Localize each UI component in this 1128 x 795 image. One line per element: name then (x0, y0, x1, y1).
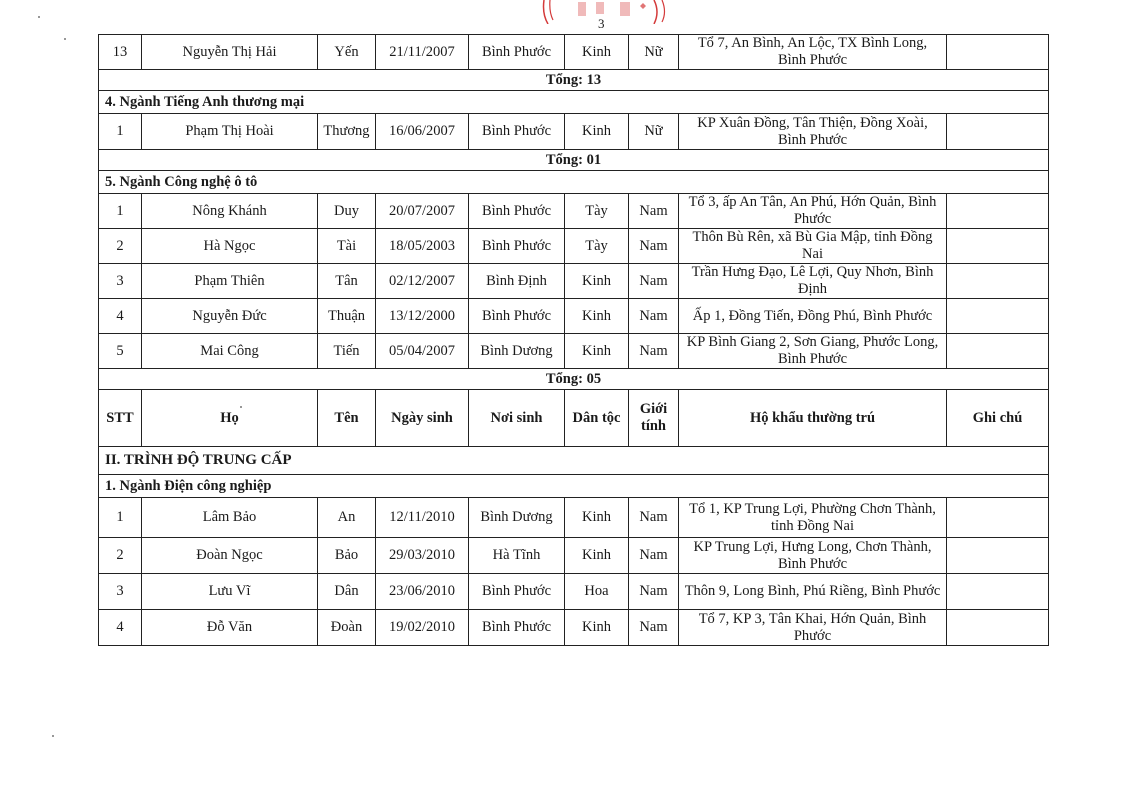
cell-noi-sinh: Bình Phước (469, 299, 565, 334)
cell-ten: Duy (318, 194, 376, 229)
header-dan-toc: Dân tộc (565, 390, 629, 447)
cell-ho-khau: Tổ 7, An Bình, An Lộc, TX Bình Long, Bình Phước (679, 35, 947, 70)
section-row (99, 475, 1049, 498)
cell-noi-sinh: Bình Phước (469, 229, 565, 264)
cell-gioi-tinh: Nam (629, 498, 679, 538)
cell-ho-khau: Thôn Bù Rên, xã Bù Gia Mập, tỉnh Đồng Nai (679, 229, 947, 264)
total-row (99, 70, 1049, 91)
section-title-electric: 1. Ngành Điện công nghiệp (99, 475, 1049, 498)
table-row (99, 264, 1049, 299)
cell-ngay-sinh: 23/06/2010 (376, 574, 469, 610)
cell-gioi-tinh: Nam (629, 610, 679, 646)
cell-dan-toc: Tày (565, 229, 629, 264)
cell-ngay-sinh: 18/05/2003 (376, 229, 469, 264)
table-row (99, 610, 1049, 646)
header-noi-sinh: Nơi sinh (469, 390, 565, 447)
level-row (99, 447, 1049, 475)
cell-gioi-tinh: Nam (629, 194, 679, 229)
cell-dan-toc: Kinh (565, 299, 629, 334)
cell-ten: Tài (318, 229, 376, 264)
cell-ho-khau: Tổ 3, ấp An Tân, An Phú, Hớn Quản, Bình Phước (679, 194, 947, 229)
cell-ghi-chu (947, 35, 1049, 70)
cell-ngay-sinh: 16/06/2007 (376, 114, 469, 150)
cell-ngay-sinh: 05/04/2007 (376, 334, 469, 369)
cell-ho: Nguyễn Thị Hải (142, 35, 318, 70)
cell-noi-sinh: Bình Phước (469, 35, 565, 70)
cell-stt: 5 (99, 334, 142, 369)
cell-gioi-tinh: Nam (629, 264, 679, 299)
cell-gioi-tinh: Nam (629, 574, 679, 610)
header-ngay-sinh: Ngày sinh (376, 390, 469, 447)
cell-dan-toc: Kinh (565, 35, 629, 70)
cell-dan-toc: Hoa (565, 574, 629, 610)
cell-ho-khau: Tổ 1, KP Trung Lợi, Phường Chơn Thành, tỉnh Đồng Nai (679, 498, 947, 538)
cell-ten: Tiến (318, 334, 376, 369)
cell-noi-sinh: Bình Dương (469, 334, 565, 369)
cell-noi-sinh: Bình Dương (469, 498, 565, 538)
cell-ngay-sinh: 12/11/2010 (376, 498, 469, 538)
cell-ghi-chu (947, 538, 1049, 574)
cell-noi-sinh: Hà Tĩnh (469, 538, 565, 574)
cell-ghi-chu (947, 264, 1049, 299)
table-row (99, 194, 1049, 229)
cell-ghi-chu (947, 114, 1049, 150)
cell-ghi-chu (947, 334, 1049, 369)
table-row (99, 114, 1049, 150)
level-title: II. TRÌNH ĐỘ TRUNG CẤP (99, 447, 1049, 475)
section-title-auto: 5. Ngành Công nghệ ô tô (99, 171, 1049, 194)
cell-stt: 4 (99, 610, 142, 646)
cell-ho: Đoàn Ngọc (142, 538, 318, 574)
cell-noi-sinh: Bình Định (469, 264, 565, 299)
cell-ten: Dân (318, 574, 376, 610)
header-ho-khau: Hộ khẩu thường trú (679, 390, 947, 447)
cell-noi-sinh: Bình Phước (469, 114, 565, 150)
table-header-row (99, 390, 1049, 447)
cell-stt: 1 (99, 498, 142, 538)
total-row (99, 369, 1049, 390)
table-row (99, 498, 1049, 538)
cell-ngay-sinh: 20/07/2007 (376, 194, 469, 229)
cell-dan-toc: Tày (565, 194, 629, 229)
cell-ho: Đỗ Văn (142, 610, 318, 646)
cell-ten: Đoàn (318, 610, 376, 646)
cell-ho-khau: Thôn 9, Long Bình, Phú Riềng, Bình Phước (679, 574, 947, 610)
cell-stt: 13 (99, 35, 142, 70)
total-row (99, 150, 1049, 171)
cell-dan-toc: Kinh (565, 334, 629, 369)
cell-noi-sinh: Bình Phước (469, 610, 565, 646)
header-ho: Họ (142, 390, 318, 447)
cell-ghi-chu (947, 610, 1049, 646)
cell-ten: Yến (318, 35, 376, 70)
cell-stt: 4 (99, 299, 142, 334)
header-stt: STT (99, 390, 142, 447)
student-roster-table (98, 34, 1049, 646)
header-ghi-chu: Ghi chú (947, 390, 1049, 447)
cell-ghi-chu (947, 574, 1049, 610)
cell-ho: Lâm Bảo (142, 498, 318, 538)
scan-speck (38, 16, 40, 18)
cell-gioi-tinh: Nữ (629, 35, 679, 70)
cell-stt: 3 (99, 264, 142, 299)
cell-ghi-chu (947, 229, 1049, 264)
cell-ngay-sinh: 13/12/2000 (376, 299, 469, 334)
cell-ten: Thuận (318, 299, 376, 334)
cell-ghi-chu (947, 498, 1049, 538)
cell-gioi-tinh: Nam (629, 334, 679, 369)
cell-ho: Nguyễn Đức (142, 299, 318, 334)
cell-noi-sinh: Bình Phước (469, 574, 565, 610)
cell-stt: 1 (99, 194, 142, 229)
total-label: Tổng: 13 (99, 70, 1049, 91)
cell-ten: Tân (318, 264, 376, 299)
cell-dan-toc: Kinh (565, 538, 629, 574)
cell-ten: Thương (318, 114, 376, 150)
cell-dan-toc: Kinh (565, 610, 629, 646)
cell-ho: Hà Ngọc (142, 229, 318, 264)
section-row (99, 91, 1049, 114)
cell-ho: Phạm Thiên (142, 264, 318, 299)
cell-ho-khau: KP Trung Lợi, Hưng Long, Chơn Thành, Bình Phước (679, 538, 947, 574)
cell-stt: 2 (99, 229, 142, 264)
cell-ho-khau: Trần Hưng Đạo, Lê Lợi, Quy Nhơn, Bình Định (679, 264, 947, 299)
cell-noi-sinh: Bình Phước (469, 194, 565, 229)
cell-ho: Nông Khánh (142, 194, 318, 229)
section-row (99, 171, 1049, 194)
table-row (99, 299, 1049, 334)
cell-ten: Bảo (318, 538, 376, 574)
table-row (99, 229, 1049, 264)
cell-ngay-sinh: 02/12/2007 (376, 264, 469, 299)
scan-speck (64, 38, 66, 40)
total-label: Tổng: 01 (99, 150, 1049, 171)
cell-dan-toc: Kinh (565, 264, 629, 299)
cell-gioi-tinh: Nam (629, 229, 679, 264)
header-ten: Tên (318, 390, 376, 447)
table-row (99, 35, 1049, 70)
table-row (99, 334, 1049, 369)
cell-ngay-sinh: 21/11/2007 (376, 35, 469, 70)
cell-ghi-chu (947, 299, 1049, 334)
cell-ten: An (318, 498, 376, 538)
cell-ho: Mai Công (142, 334, 318, 369)
cell-ho-khau: KP Xuân Đồng, Tân Thiện, Đồng Xoài, Bình Phước (679, 114, 947, 150)
cell-stt: 1 (99, 114, 142, 150)
total-label: Tổng: 05 (99, 369, 1049, 390)
scan-speck (52, 735, 54, 737)
cell-ho: Lưu Vĩ (142, 574, 318, 610)
cell-stt: 3 (99, 574, 142, 610)
cell-stt: 2 (99, 538, 142, 574)
cell-dan-toc: Kinh (565, 114, 629, 150)
cell-dan-toc: Kinh (565, 498, 629, 538)
cell-ho-khau: Ấp 1, Đồng Tiến, Đồng Phú, Bình Phước (679, 299, 947, 334)
cell-ho-khau: Tổ 7, KP 3, Tân Khai, Hớn Quản, Bình Phước (679, 610, 947, 646)
cell-gioi-tinh: Nam (629, 538, 679, 574)
cell-ngay-sinh: 19/02/2010 (376, 610, 469, 646)
section-title-english: 4. Ngành Tiếng Anh thương mại (99, 91, 1049, 114)
table-row (99, 538, 1049, 574)
cell-gioi-tinh: Nam (629, 299, 679, 334)
cell-ghi-chu (947, 194, 1049, 229)
cell-ngay-sinh: 29/03/2010 (376, 538, 469, 574)
red-stamp-fragment (536, 0, 676, 24)
cell-gioi-tinh: Nữ (629, 114, 679, 150)
cell-ho-khau: KP Bình Giang 2, Sơn Giang, Phước Long, Bình Phước (679, 334, 947, 369)
header-gioi-tinh: Giới tính (629, 390, 679, 447)
table-row (99, 574, 1049, 610)
page-number: 3 (598, 16, 605, 31)
cell-ho: Phạm Thị Hoài (142, 114, 318, 150)
